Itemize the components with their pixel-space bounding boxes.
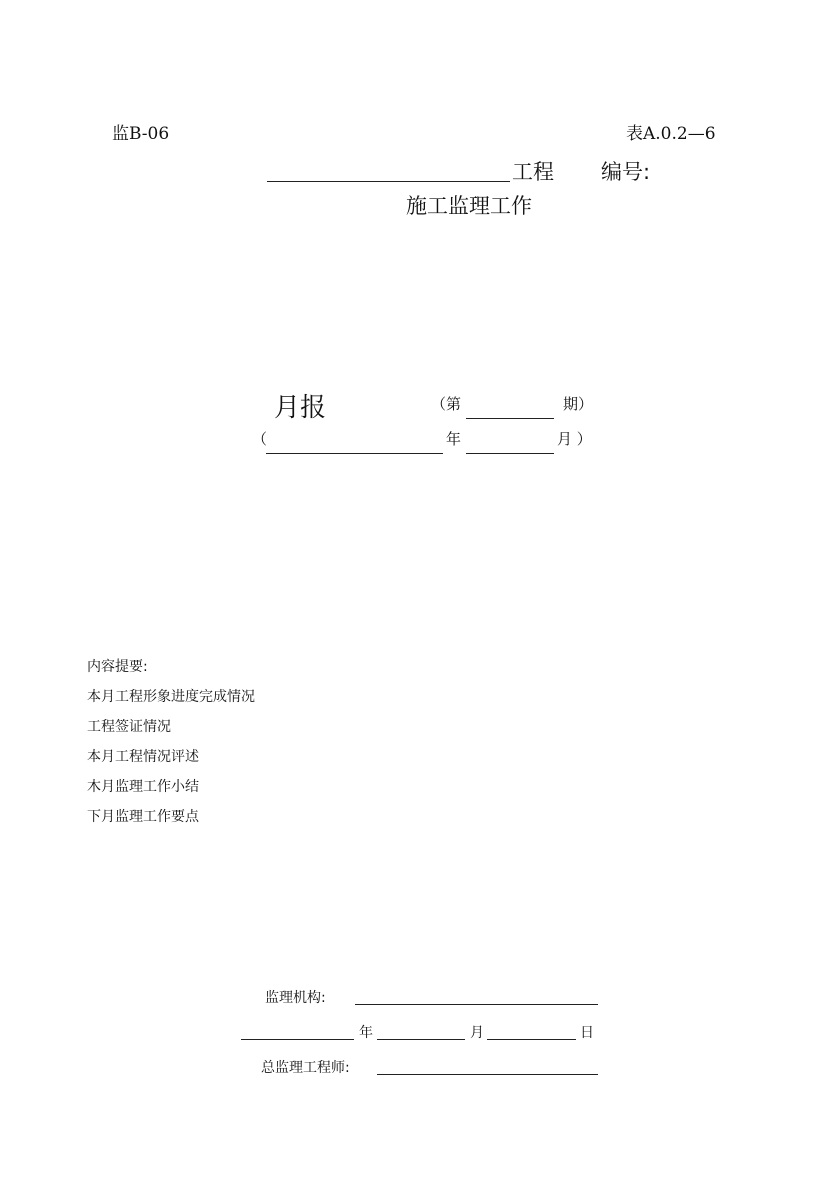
contents-item: 本月工程情况评述 [87,749,199,765]
chief-engineer-blank [377,1074,598,1075]
table-reference: 表A.0.2—6 [626,124,716,144]
sign-day-label: 日 [580,1025,594,1041]
month-label: 月 ） [557,430,592,448]
contents-item: 本月工程形象进度完成情况 [87,689,255,705]
sign-year-label: 年 [359,1025,373,1041]
project-suffix: 工程 [512,160,554,184]
number-label: 编号: [601,160,651,184]
report-word: 月报 [274,393,327,423]
sign-year-blank [241,1039,354,1040]
org-blank [355,1004,598,1005]
sign-day-blank [487,1039,576,1040]
contents-item: 木月监理工作小结 [87,779,199,795]
contents-item: 下月监理工作要点 [87,809,199,825]
sign-month-blank [377,1039,465,1040]
contents-item: 工程签证情况 [87,719,171,735]
contents-heading: 内容提要: [87,659,148,675]
year-blank [266,453,443,454]
project-name-blank [267,181,510,182]
issue-number-blank [466,418,554,419]
month-blank [466,453,554,454]
date-open: （ [252,430,268,448]
chief-engineer-label: 总监理工程师: [261,1060,350,1076]
year-label: 年 [446,430,462,448]
subtitle: 施工监理工作 [406,194,532,218]
issue-open: （第 [431,395,462,413]
issue-close: 期） [563,395,594,413]
form-code: 监B-06 [112,124,170,144]
sign-month-label: 月 [470,1025,484,1041]
org-label: 监理机构: [265,990,326,1006]
